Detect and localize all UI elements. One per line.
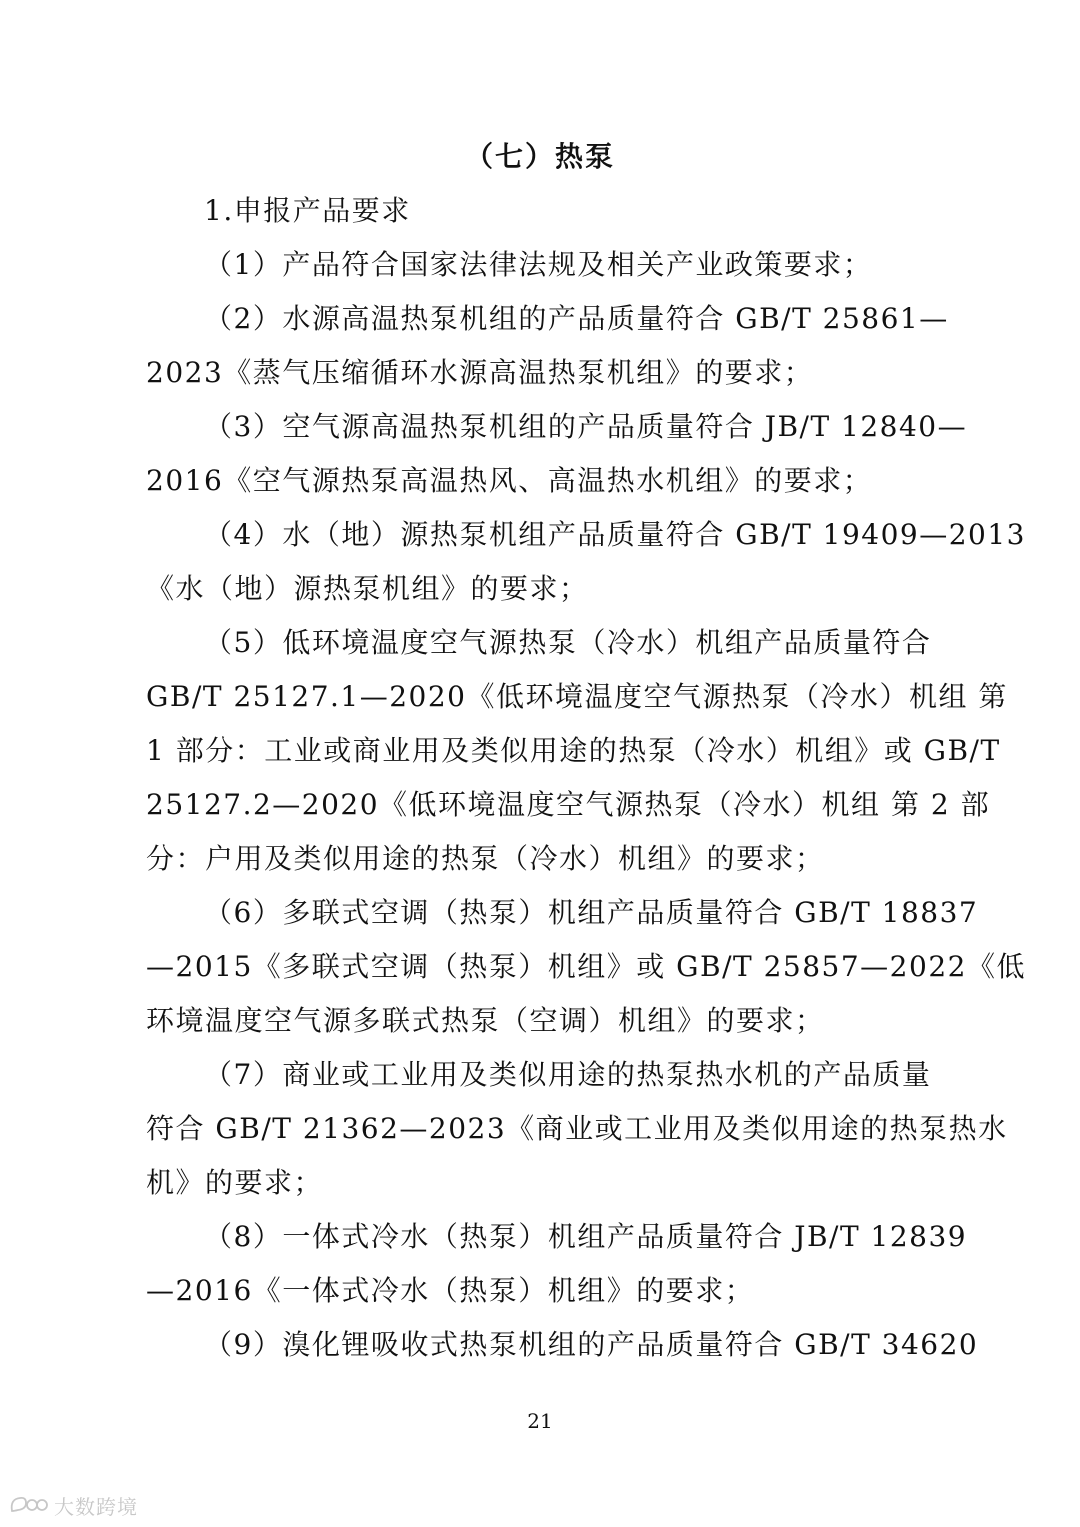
section-heading: （七）热泵	[464, 140, 615, 173]
text-line: （2）水源高温热泵机组的产品质量符合 GB/T 25861—	[204, 302, 949, 335]
text-line: （8）一体式冷水（热泵）机组产品质量符合 JB/T 12839	[204, 1220, 968, 1253]
text-line: 环境温度空气源多联式热泵（空调）机组》的要求；	[146, 1004, 825, 1037]
text-line: 1 部分：工业或商业用及类似用途的热泵（冷水）机组》或 GB/T	[146, 734, 1001, 767]
text-line: （4）水（地）源热泵机组产品质量符合 GB/T 19409—2013	[204, 518, 1027, 551]
text-line: （9）溴化锂吸收式热泵机组的产品质量符合 GB/T 34620	[204, 1328, 979, 1361]
text-line: 25127.2—2020《低环境温度空气源热泵（冷水）机组 第 2 部	[146, 788, 991, 821]
text-line: —2016《一体式冷水（热泵）机组》的要求；	[146, 1274, 755, 1307]
text-line: 符合 GB/T 21362—2023《商业或工业用及类似用途的热泵热水	[146, 1112, 1008, 1145]
text-line: 分：户用及类似用途的热泵（冷水）机组》的要求；	[146, 842, 825, 875]
watermark-text: 大数跨境	[54, 1494, 138, 1519]
text-line: （6）多联式空调（热泵）机组产品质量符合 GB/T 18837	[204, 896, 979, 929]
text-line: （7）商业或工业用及类似用途的热泵热水机的产品质量	[204, 1058, 932, 1091]
text-line: GB/T 25127.1—2020《低环境温度空气源热泵（冷水）机组 第	[146, 680, 1008, 713]
text-line: （1）产品符合国家法律法规及相关产业政策要求；	[204, 248, 873, 281]
watermark	[8, 1490, 138, 1520]
text-line: 机》的要求；	[146, 1166, 324, 1199]
page-number: 21	[527, 1409, 553, 1433]
text-line: 2023《蒸气压缩循环水源高温热泵机组》的要求；	[146, 356, 814, 389]
text-line: 1.申报产品要求	[204, 194, 411, 227]
text-line: 2016《空气源热泵高温热风、高温热水机组》的要求；	[146, 464, 873, 497]
text-line: 《水（地）源热泵机组》的要求；	[146, 572, 589, 605]
watermark-logo-icon	[8, 1493, 48, 1517]
text-line: （3）空气源高温热泵机组的产品质量符合 JB/T 12840—	[204, 410, 968, 443]
text-line: （5）低环境温度空气源热泵（冷水）机组产品质量符合	[204, 626, 932, 659]
text-line: —2015《多联式空调（热泵）机组》或 GB/T 25857—2022《低	[146, 950, 1026, 983]
